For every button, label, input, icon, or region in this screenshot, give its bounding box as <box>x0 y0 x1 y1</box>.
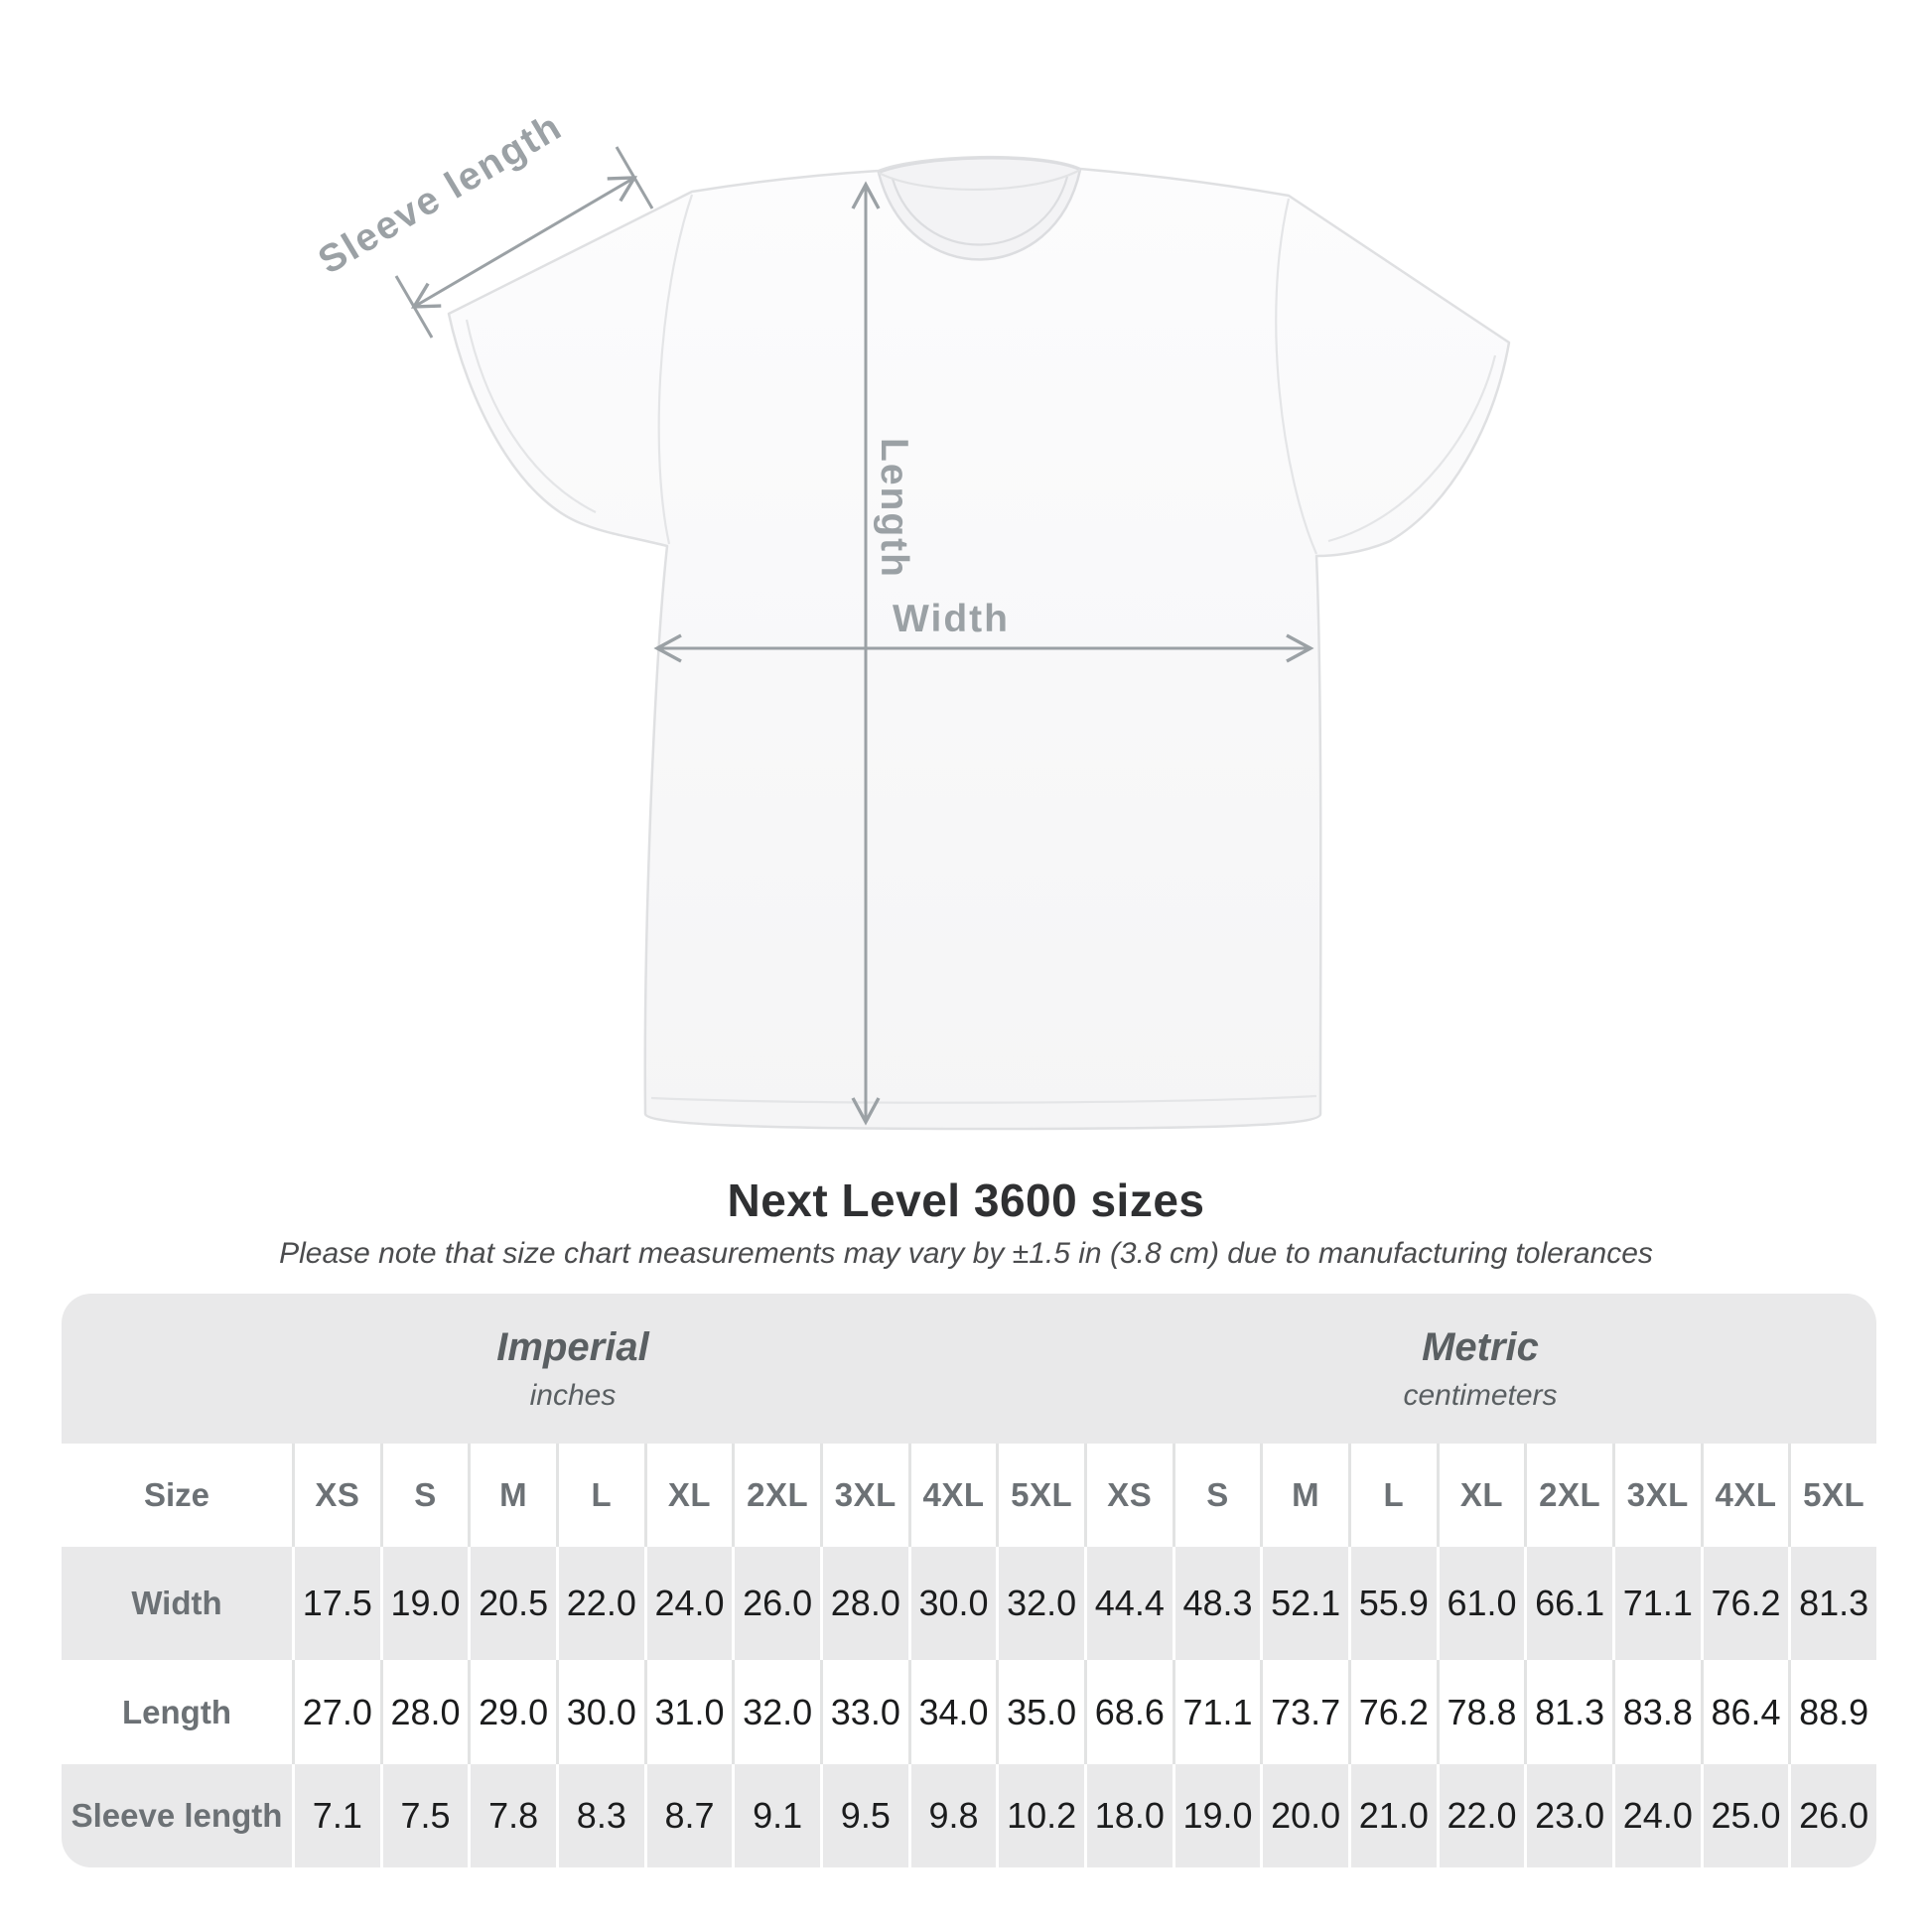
sleeve-metric-value: 24.0 <box>1612 1764 1701 1867</box>
width-row <box>62 1547 1876 1660</box>
size-header: S <box>380 1444 469 1547</box>
width-imperial-value: 30.0 <box>908 1547 997 1660</box>
sleeve-arrow-end-tick <box>396 276 432 338</box>
size-header: 4XL <box>1701 1444 1789 1547</box>
length-metric-value: 86.4 <box>1701 1660 1789 1764</box>
page-title: Next Level 3600 sizes <box>727 1174 1205 1226</box>
sleeve-imperial-value: 9.5 <box>820 1764 908 1867</box>
length-imperial-value: 28.0 <box>380 1660 469 1764</box>
sleeve-metric-value: 20.0 <box>1260 1764 1348 1867</box>
length-imperial-value: 33.0 <box>820 1660 908 1764</box>
corner-label: Size <box>143 1476 210 1513</box>
width-imperial-value: 28.0 <box>820 1547 908 1660</box>
sleeve-imperial-value: 7.8 <box>468 1764 556 1867</box>
width-metric-value: 55.9 <box>1348 1547 1437 1660</box>
unit-group-label: Metric <box>1422 1324 1539 1369</box>
width-metric-value: 81.3 <box>1788 1547 1876 1660</box>
size-header: 3XL <box>1612 1444 1701 1547</box>
length-metric-value: 81.3 <box>1524 1660 1612 1764</box>
sleeve-metric-value: 18.0 <box>1084 1764 1173 1867</box>
length-imperial-value: 34.0 <box>908 1660 997 1764</box>
length-metric-value: 76.2 <box>1348 1660 1437 1764</box>
size-header-row <box>62 1444 1876 1547</box>
length-imperial-value: 30.0 <box>556 1660 644 1764</box>
tshirt-body <box>449 157 1509 1129</box>
unit-group-sublabel: inches <box>529 1378 617 1412</box>
unit-group-metric <box>1084 1294 1876 1444</box>
sleeve-imperial-value: 7.1 <box>292 1764 380 1867</box>
length-imperial-value: 29.0 <box>468 1660 556 1764</box>
sleeve-imperial-value: 8.7 <box>644 1764 733 1867</box>
sleeve-imperial-value: 9.8 <box>908 1764 997 1867</box>
width-imperial-value: 19.0 <box>380 1547 469 1660</box>
size-header: M <box>468 1444 556 1547</box>
length-imperial-value: 35.0 <box>996 1660 1084 1764</box>
size-header: 2XL <box>1524 1444 1612 1547</box>
length-imperial-value: 32.0 <box>732 1660 820 1764</box>
size-header: 5XL <box>1788 1444 1876 1547</box>
size-table <box>62 1294 1876 1867</box>
width-metric-value: 66.1 <box>1524 1547 1612 1660</box>
width-imperial-value: 24.0 <box>644 1547 733 1660</box>
sleeve-imperial-value: 10.2 <box>996 1764 1084 1867</box>
sleeve-metric-value: 25.0 <box>1701 1764 1789 1867</box>
length-metric-value: 88.9 <box>1788 1660 1876 1764</box>
width-metric-value: 52.1 <box>1260 1547 1348 1660</box>
row-label: Width <box>131 1585 222 1621</box>
width-imperial-value: 22.0 <box>556 1547 644 1660</box>
size-header: 2XL <box>732 1444 820 1547</box>
sleeve-arrow-end-tick <box>617 147 652 208</box>
length-imperial-value: 27.0 <box>292 1660 380 1764</box>
width-imperial-value: 17.5 <box>292 1547 380 1660</box>
length-metric-value: 73.7 <box>1260 1660 1348 1764</box>
unit-group-band <box>62 1294 1876 1444</box>
length-label: Length <box>873 438 915 579</box>
sleeve-length-label: Sleeve length <box>311 104 570 283</box>
unit-group-sublabel: centimeters <box>1403 1378 1558 1412</box>
width-metric-value: 44.4 <box>1084 1547 1173 1660</box>
length-metric-value: 83.8 <box>1612 1660 1701 1764</box>
length-row <box>62 1660 1876 1764</box>
sleeve-metric-value: 23.0 <box>1524 1764 1612 1867</box>
width-label: Width <box>893 598 1010 640</box>
size-header: L <box>556 1444 644 1547</box>
sleeve-imperial-value: 8.3 <box>556 1764 644 1867</box>
row-label: Length <box>122 1693 231 1730</box>
size-header: XL <box>1437 1444 1525 1547</box>
size-header: XS <box>292 1444 380 1547</box>
width-imperial-value: 32.0 <box>996 1547 1084 1660</box>
width-imperial-value: 26.0 <box>732 1547 820 1660</box>
size-header: S <box>1173 1444 1261 1547</box>
sleeve-imperial-value: 9.1 <box>732 1764 820 1867</box>
sleeve-length-row <box>62 1764 1876 1867</box>
size-header: 3XL <box>820 1444 908 1547</box>
size-header: L <box>1348 1444 1437 1547</box>
length-metric-value: 68.6 <box>1084 1660 1173 1764</box>
sleeve-metric-value: 22.0 <box>1437 1764 1525 1867</box>
length-metric-value: 71.1 <box>1173 1660 1261 1764</box>
sleeve-metric-value: 19.0 <box>1173 1764 1261 1867</box>
length-metric-value: 78.8 <box>1437 1660 1525 1764</box>
length-imperial-value: 31.0 <box>644 1660 733 1764</box>
size-header: 5XL <box>996 1444 1084 1547</box>
row-label: Sleeve length <box>70 1797 283 1834</box>
width-imperial-value: 20.5 <box>468 1547 556 1660</box>
tolerance-note: Please note that size chart measurements may vary by ±1.5 in (3.8 cm) due to manufacturing tolerances <box>279 1237 1653 1270</box>
size-header: XS <box>1084 1444 1173 1547</box>
size-header: 4XL <box>908 1444 997 1547</box>
width-metric-value: 61.0 <box>1437 1547 1525 1660</box>
unit-group-label: Imperial <box>496 1324 649 1369</box>
unit-group-imperial <box>62 1294 1084 1444</box>
size-header: M <box>1260 1444 1348 1547</box>
width-metric-value: 48.3 <box>1173 1547 1261 1660</box>
sleeve-imperial-value: 7.5 <box>380 1764 469 1867</box>
sleeve-metric-value: 26.0 <box>1788 1764 1876 1867</box>
width-metric-value: 71.1 <box>1612 1547 1701 1660</box>
width-metric-value: 76.2 <box>1701 1547 1789 1660</box>
sleeve-metric-value: 21.0 <box>1348 1764 1437 1867</box>
size-header: XL <box>644 1444 733 1547</box>
